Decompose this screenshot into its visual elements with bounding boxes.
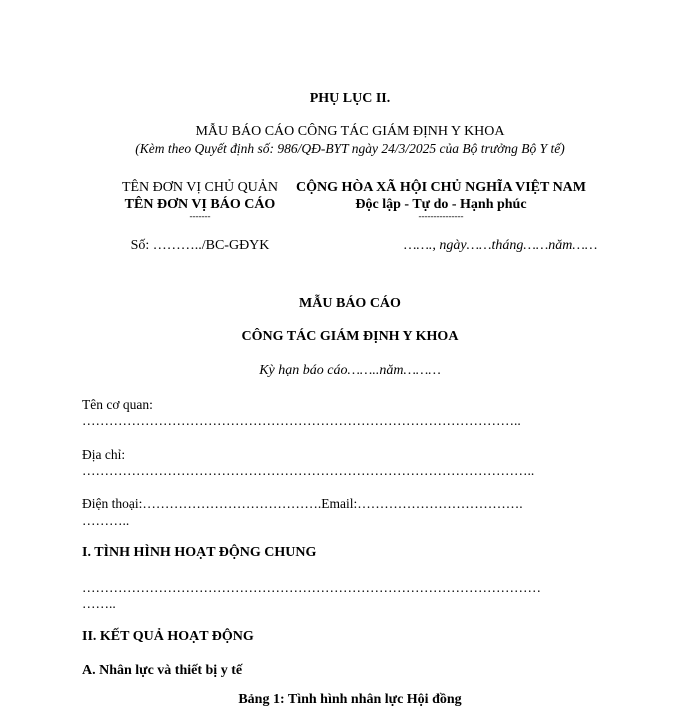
left-header-rule: ------- (189, 211, 211, 221)
report-subtitle: CÔNG TÁC GIÁM ĐỊNH Y KHOA (241, 329, 459, 344)
national-title: CỘNG HÒA XÃ HỘI CHỦ NGHĨA VIỆT NAM (295, 180, 586, 195)
document-number: Số: ………../BC-GĐYK (130, 238, 270, 253)
date-line: ……., ngày……tháng……năm…… (404, 238, 598, 253)
national-motto: Độc lập - Tự do - Hạnh phúc (355, 197, 527, 212)
phone-email-line: Điện thoại:………………………………….Email:………………………………. (82, 496, 523, 511)
report-title: MẪU BÁO CÁO (299, 296, 401, 311)
section-1-fill-continuation: …….. (82, 596, 116, 611)
agency-label: Tên cơ quan: (82, 397, 153, 412)
address-fill-line: ……………………………………………………………………………………….. (82, 463, 535, 478)
appendix-heading: PHỤ LỤC II. (309, 91, 391, 106)
parent-unit-name: TÊN ĐƠN VỊ CHỦ QUẢN (121, 180, 279, 195)
table-1-caption: Bảng 1: Tình hình nhân lực Hội đồng (238, 692, 462, 707)
report-period: Kỳ hạn báo cáo……..năm……… (259, 363, 441, 378)
phone-email-continuation: ……….. (82, 513, 130, 528)
agency-fill-line: …………………………………………………………………………………….. (82, 413, 521, 428)
subsection-a-heading: A. Nhân lực và thiết bị y tế (82, 663, 243, 678)
section-1-heading: I. TÌNH HÌNH HOẠT ĐỘNG CHUNG (82, 545, 317, 560)
section-2-heading: II. KẾT QUẢ HOẠT ĐỘNG (82, 629, 254, 644)
reporting-unit-name: TÊN ĐƠN VỊ BÁO CÁO (124, 197, 276, 212)
section-1-fill-line: ………………………………………………………………………………………… (82, 580, 541, 595)
form-title: MẪU BÁO CÁO CÔNG TÁC GIÁM ĐỊNH Y KHOA (195, 124, 505, 139)
address-label: Địa chỉ: (82, 447, 126, 462)
attached-note: (Kèm theo Quyết định số: 986/QĐ-BYT ngày 24/3/2025 của Bộ trưởng Bộ Y tế) (135, 141, 565, 156)
right-header-rule: --------------- (418, 211, 464, 221)
